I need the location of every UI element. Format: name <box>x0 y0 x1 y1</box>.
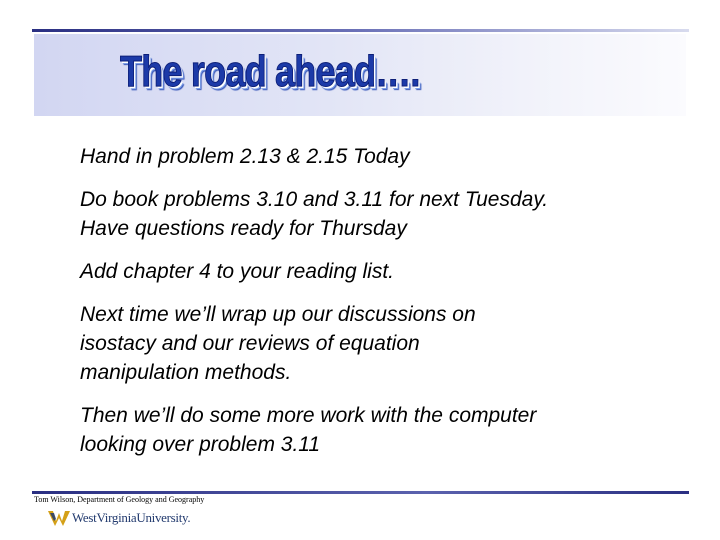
bottom-divider <box>32 491 689 494</box>
bullet-item <box>80 401 680 459</box>
wvu-flying-wv-logo-icon <box>48 509 70 527</box>
footer-credit: Tom Wilson, Department of Geology and Geography <box>34 495 205 504</box>
bullet-line: Have questions ready for Thursday <box>80 217 407 240</box>
bullet-line: isostacy and our reviews of equation <box>80 332 420 355</box>
logo-wordmark: WestVirginiaUniversity. <box>72 510 191 525</box>
bullet-line: Add chapter 4 to your reading list. <box>80 260 395 283</box>
bullet-item <box>80 257 680 286</box>
top-divider <box>32 29 689 32</box>
bullet-line: manipulation methods. <box>80 361 292 384</box>
bullet-item <box>80 185 680 243</box>
bullet-line: looking over problem 3.11 <box>80 433 321 456</box>
bullet-list <box>80 142 680 473</box>
bullet-line: Do book problems 3.10 and 3.11 for next Tuesday. <box>80 188 549 211</box>
bullet-item <box>80 142 680 171</box>
bullet-line: Next time we’ll wrap up our discussions on <box>80 303 476 326</box>
bullet-line: Hand in problem 2.13 & 2.15 Today <box>80 145 410 168</box>
bullet-line: Then we’ll do some more work with the computer <box>80 404 537 427</box>
bullet-item <box>80 300 680 387</box>
university-logo <box>48 507 190 529</box>
slide-title: The road ahead…. <box>120 47 420 96</box>
